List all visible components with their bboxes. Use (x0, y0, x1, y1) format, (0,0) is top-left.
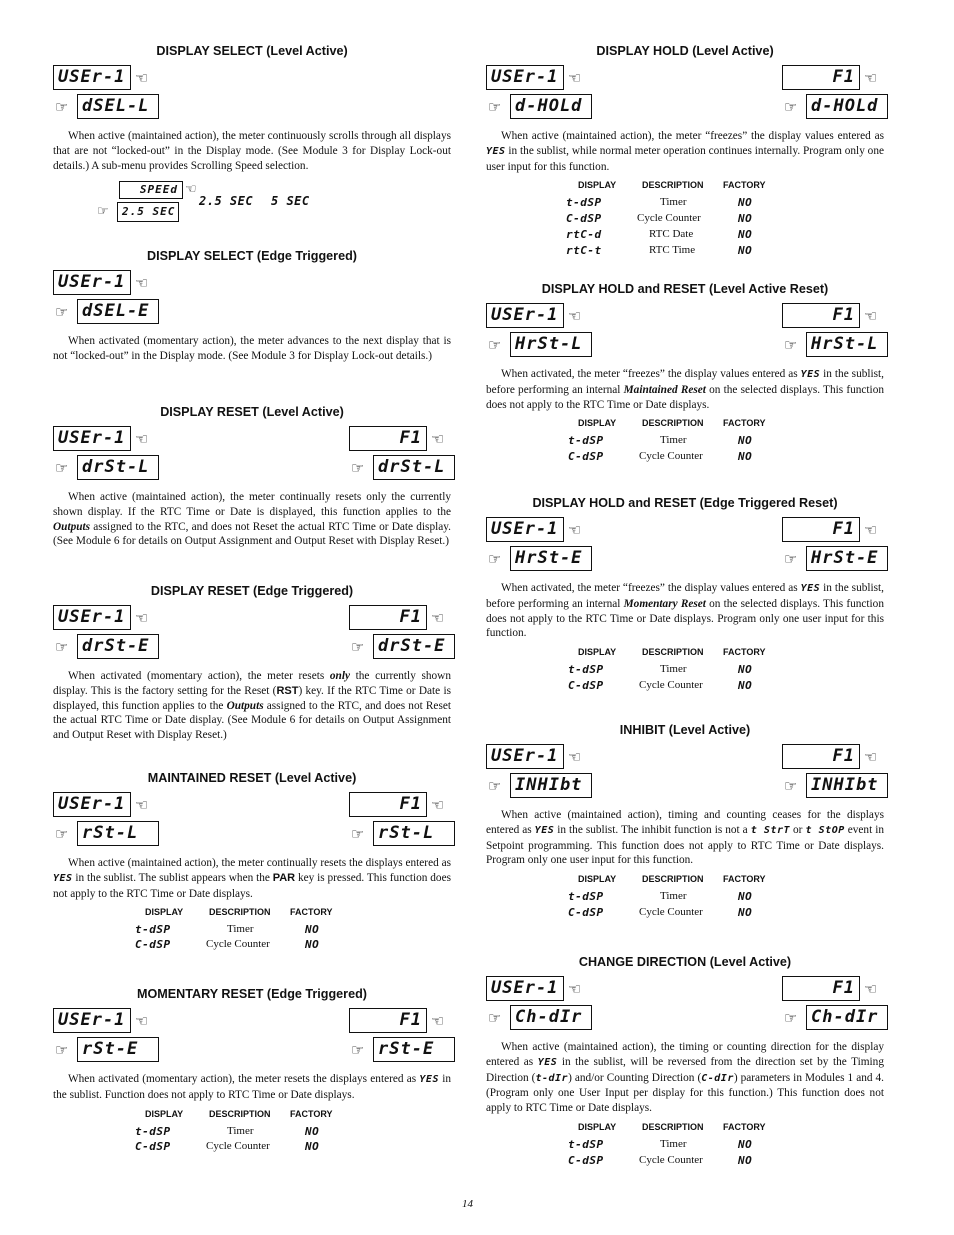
table-cell: Cycle Counter (639, 450, 703, 463)
display-row (486, 517, 884, 575)
function-key-display: F1 (349, 792, 427, 817)
pointer-hand-icon: ☞ (784, 1009, 798, 1027)
pointer-hand-icon: ☞ (97, 204, 109, 220)
user-input-display: USEr-1 (486, 517, 564, 542)
section-display-hold (486, 43, 884, 260)
table-header: DISPLAY (145, 907, 184, 918)
table-cell: Cycle Counter (639, 679, 703, 692)
user-display-group (486, 744, 592, 802)
table-header: DISPLAY (145, 1108, 184, 1119)
table-header: DESCRIPTION (642, 418, 704, 429)
table-header: FACTORY (290, 907, 333, 918)
pointer-hand-icon: ☞ (351, 638, 365, 656)
table-cell: NO (305, 938, 320, 952)
table-cell: C-dSP (568, 1153, 604, 1167)
function-key-display: F1 (349, 605, 427, 630)
display-row (53, 605, 451, 663)
table-header: FACTORY (723, 418, 766, 429)
user-display-group (53, 605, 159, 663)
pointer-hand-icon: ☞ (488, 550, 502, 568)
table-cell: Timer (660, 434, 687, 447)
pointer-hand-icon: ☜ (185, 182, 197, 198)
description-paragraph: When active (maintained action), timing and counting ceases for the displays entered as YES in the sublist. The inhibit function is not a t StrT or t StOP event in Setpoint programming. This function does not apply to RTC Time or Date displays. Program only one user input for this function. (486, 809, 885, 867)
section-title: DISPLAY HOLD and RESET (Level Active Reset) (541, 282, 829, 296)
section-title: DISPLAY RESET (Edge Triggered) (150, 584, 354, 598)
user-input-display: USEr-1 (53, 605, 131, 630)
display-row (486, 744, 884, 802)
table-header: DESCRIPTION (209, 907, 271, 918)
table-cell: NO (738, 228, 753, 242)
pointer-hand-icon: ☜ (568, 748, 582, 766)
sublist-table (486, 1122, 884, 1202)
table-header: DESCRIPTION (642, 1121, 704, 1132)
table-cell: Timer (660, 890, 687, 903)
user-display-group (53, 426, 159, 484)
function-display: rSt-L (373, 821, 455, 846)
user-display-group (53, 792, 159, 850)
function-display: HrSt-E (510, 546, 592, 571)
description-paragraph: When active (maintained action), the meter continually resets the displays entered as YES in the sublist. The sublist appears when the PAR key is pressed. This function does not apply to the RTC Time or Date displays. (53, 857, 451, 900)
user-display-group (53, 1008, 159, 1066)
function-key-display-group (349, 426, 455, 484)
function-key-display-group (349, 605, 455, 663)
function-display: dSEL-E (77, 299, 159, 324)
function-display: INHIbt (806, 773, 888, 798)
function-display: Ch-dIr (510, 1005, 592, 1030)
description-paragraph: When active (maintained action), the meter “freezes” the display values entered as YES in the sublist, while normal meter operation continues internally. Program only one user input for this function. (486, 130, 884, 173)
table-cell: Timer (227, 1124, 254, 1137)
table-cell: C-dSP (568, 450, 604, 464)
section-display-reset-level (53, 404, 451, 549)
sublist-table (486, 647, 884, 727)
function-key-display-group (782, 744, 888, 802)
pointer-hand-icon: ☞ (55, 1041, 69, 1059)
display-row (53, 65, 451, 123)
table-cell: NO (738, 1153, 753, 1167)
user-display-group (53, 65, 159, 123)
display-row (486, 65, 884, 123)
speed-value-display: 2.5 SEC (117, 202, 179, 222)
user-input-display: USEr-1 (53, 65, 131, 90)
table-header: DESCRIPTION (642, 647, 704, 658)
function-display: drSt-E (77, 634, 159, 659)
table-header: DESCRIPTION (642, 180, 704, 191)
function-key-display: F1 (782, 517, 860, 542)
section-title: MOMENTARY RESET (Edge Triggered) (137, 987, 367, 1001)
table-header: DISPLAY (578, 418, 617, 429)
section-display-reset-edge (53, 583, 451, 743)
table-header: FACTORY (290, 1108, 333, 1119)
user-display-group (486, 976, 592, 1034)
function-display: rSt-E (77, 1037, 159, 1062)
section-maintained-reset (53, 770, 451, 987)
pointer-hand-icon: ☞ (488, 777, 502, 795)
section-title: DISPLAY SELECT (Level Active) (156, 44, 348, 58)
table-header: FACTORY (723, 647, 766, 658)
function-display: d-HOLd (510, 94, 592, 119)
pointer-hand-icon: ☞ (784, 98, 798, 116)
table-cell: t-dSP (568, 1137, 604, 1151)
section-title: DISPLAY SELECT (Edge Triggered) (147, 249, 357, 263)
function-display: HrSt-L (510, 332, 592, 357)
function-key-display: F1 (782, 65, 860, 90)
display-row (486, 303, 884, 361)
table-cell: NO (738, 890, 753, 904)
user-display-group (53, 270, 159, 328)
table-header: DESCRIPTION (642, 874, 704, 885)
table-cell: Cycle Counter (206, 938, 270, 951)
table-cell: t-dSP (568, 663, 604, 677)
table-header: FACTORY (723, 180, 766, 191)
pointer-hand-icon: ☜ (864, 748, 878, 766)
function-key-display: F1 (782, 303, 860, 328)
function-key-display-group (782, 303, 888, 361)
pointer-hand-icon: ☞ (784, 550, 798, 568)
table-cell: NO (738, 450, 753, 464)
pointer-hand-icon: ☞ (784, 777, 798, 795)
function-key-display: F1 (782, 976, 860, 1001)
section-display-select-level (53, 43, 451, 225)
table-header: DISPLAY (578, 1121, 617, 1132)
user-display-group (486, 65, 592, 123)
pointer-hand-icon: ☜ (864, 980, 878, 998)
table-cell: Timer (660, 196, 687, 209)
display-row (486, 976, 884, 1034)
table-cell: NO (305, 923, 320, 937)
table-cell: Timer (227, 923, 254, 936)
pointer-hand-icon: ☜ (568, 521, 582, 539)
pointer-hand-icon: ☞ (55, 459, 69, 477)
table-cell: t-dSP (568, 434, 604, 448)
pointer-hand-icon: ☞ (55, 638, 69, 656)
section-title: DISPLAY RESET (Level Active) (160, 405, 344, 419)
speed-submenu (53, 181, 451, 225)
pointer-hand-icon: ☜ (568, 69, 582, 87)
description-paragraph: When activated (momentary action), the meter resets the displays entered as YES in the sublist. Function does not apply to RTC Time or Date displays. (53, 1073, 451, 1101)
function-display: dSEL-L (77, 94, 159, 119)
section-title: MAINTAINED RESET (Level Active) (147, 771, 357, 785)
table-cell: NO (738, 679, 753, 693)
speed-option: 5 SEC (271, 194, 310, 209)
function-key-display-group (782, 976, 888, 1034)
function-key-display: F1 (349, 1008, 427, 1033)
pointer-hand-icon: ☜ (864, 307, 878, 325)
section-title: INHIBIT (Level Active) (619, 723, 751, 737)
sublist-table (53, 907, 451, 987)
function-key-display-group (349, 792, 455, 850)
function-display: rSt-L (77, 821, 159, 846)
table-cell: NO (738, 196, 753, 210)
section-title: CHANGE DIRECTION (Level Active) (578, 955, 792, 969)
section-title: DISPLAY HOLD (Level Active) (596, 44, 774, 58)
description-paragraph: When activated, the meter “freezes” the display values entered as YES in the sublist, before performing an internal Maintained Reset on the selected displays. This function does not apply to the RTC Time or Date displays. (486, 368, 885, 411)
section-inhibit (486, 722, 884, 954)
function-display: drSt-L (373, 455, 455, 480)
function-display: rSt-E (373, 1037, 455, 1062)
user-input-display: USEr-1 (53, 792, 131, 817)
table-cell: C-dSP (135, 938, 171, 952)
table-cell: NO (305, 1139, 320, 1153)
table-cell: NO (738, 906, 753, 920)
sublist-table (53, 1109, 451, 1189)
user-input-display: USEr-1 (53, 426, 131, 451)
pointer-hand-icon: ☜ (135, 1012, 149, 1030)
function-key-display-group (782, 65, 888, 123)
table-cell: Cycle Counter (206, 1139, 270, 1152)
table-cell: t-dSP (135, 923, 171, 937)
function-display: drSt-E (373, 634, 455, 659)
function-display: d-HOLd (806, 94, 888, 119)
section-title: DISPLAY HOLD and RESET (Edge Triggered Reset) (532, 496, 838, 510)
section-hold-reset-level (486, 281, 884, 498)
user-input-display: USEr-1 (486, 744, 564, 769)
function-key-display-group (349, 1008, 455, 1066)
description-paragraph: When activated, the meter “freezes” the display values entered as YES in the sublist, before performing an internal Momentary Reset on the selected displays. This function does not apply to the RTC Time or Date displays. Program only one user input for this function. (486, 582, 885, 640)
pointer-hand-icon: ☞ (351, 825, 365, 843)
description-paragraph: When active (maintained action), the meter continually resets only the currently shown display. If the RTC Time or Date is displayed, this function applies to the Outputs assigned to the RTC, and does not Reset the actual RTC Time or Date display. (See Module 6 for details on Output Assignment and Output Reset with Display Reset.) (53, 491, 451, 548)
user-display-group (486, 303, 592, 361)
display-row (53, 426, 451, 484)
sublist-table (486, 418, 884, 498)
pointer-hand-icon: ☜ (864, 69, 878, 87)
table-cell: C-dSP (135, 1139, 171, 1153)
pointer-hand-icon: ☜ (864, 521, 878, 539)
pointer-hand-icon: ☜ (431, 1012, 445, 1030)
table-cell: NO (738, 244, 753, 258)
function-display: HrSt-E (806, 546, 888, 571)
pointer-hand-icon: ☜ (431, 796, 445, 814)
table-header: FACTORY (723, 874, 766, 885)
user-display-group (486, 517, 592, 575)
user-input-display: USEr-1 (53, 1008, 131, 1033)
pointer-hand-icon: ☞ (351, 459, 365, 477)
table-cell: NO (738, 434, 753, 448)
pointer-hand-icon: ☜ (568, 980, 582, 998)
table-cell: Timer (660, 1137, 687, 1150)
table-cell: rtC-d (566, 228, 602, 242)
pointer-hand-icon: ☜ (568, 307, 582, 325)
table-cell: RTC Time (649, 244, 696, 257)
display-row (53, 270, 451, 328)
pointer-hand-icon: ☜ (135, 609, 149, 627)
section-hold-reset-edge (486, 495, 884, 727)
table-header: DESCRIPTION (209, 1108, 271, 1119)
table-cell: t-dSP (568, 890, 604, 904)
pointer-hand-icon: ☜ (135, 430, 149, 448)
table-header: DISPLAY (578, 647, 617, 658)
description-paragraph: When activated (momentary action), the meter resets only the currently shown display. This is the factory setting for the Reset (RST) key. If the RTC Time or Date is displayed, this function applies to the Outputs assigned to the RTC, and does not Reset the actual RTC Time or Date display. (See Module 6 for details on Output Assignment and Output Reset with Display Reset.) (53, 670, 451, 742)
table-cell: C-dSP (566, 212, 602, 226)
table-cell: NO (305, 1124, 320, 1138)
page-number: 14 (462, 1198, 473, 1210)
pointer-hand-icon: ☜ (135, 274, 149, 292)
user-input-display: USEr-1 (53, 270, 131, 295)
pointer-hand-icon: ☞ (784, 336, 798, 354)
function-key-display: F1 (782, 744, 860, 769)
pointer-hand-icon: ☞ (488, 98, 502, 116)
pointer-hand-icon: ☜ (135, 796, 149, 814)
table-cell: rtC-t (566, 244, 602, 258)
table-cell: C-dSP (568, 679, 604, 693)
pointer-hand-icon: ☞ (55, 98, 69, 116)
pointer-hand-icon: ☞ (351, 1041, 365, 1059)
sublist-table (486, 874, 884, 954)
pointer-hand-icon: ☜ (431, 430, 445, 448)
function-display: HrSt-L (806, 332, 888, 357)
table-header: DISPLAY (578, 874, 617, 885)
function-display: Ch-dIr (806, 1005, 888, 1030)
function-display: INHIbt (510, 773, 592, 798)
function-display: drSt-L (77, 455, 159, 480)
speed-label-display: SPEEd (119, 181, 183, 199)
section-change-direction (486, 954, 884, 1202)
table-cell: Cycle Counter (639, 1153, 703, 1166)
pointer-hand-icon: ☜ (431, 609, 445, 627)
table-cell: t-dSP (566, 196, 602, 210)
function-key-display-group (782, 517, 888, 575)
description-paragraph: When active (maintained action), the meter continuously scrolls through all displays that are not “locked-out” in the Display mode. (See Module 3 for Display Lock-out details.) A sub-menu provides Scrolling Speed selection. (53, 130, 451, 172)
section-display-select-edge (53, 248, 451, 364)
pointer-hand-icon: ☞ (55, 825, 69, 843)
description-paragraph: When activated (momentary action), the meter advances to the next display that is not “locked-out” in the Display mode. (See Module 3 for Display Lock-out details.) (53, 335, 451, 362)
table-cell: NO (738, 212, 753, 226)
table-header: FACTORY (723, 1121, 766, 1132)
table-cell: NO (738, 1137, 753, 1151)
pointer-hand-icon: ☜ (135, 69, 149, 87)
function-key-display: F1 (349, 426, 427, 451)
display-row (53, 792, 451, 850)
speed-option: 2.5 SEC (199, 194, 254, 209)
table-cell: Cycle Counter (637, 212, 701, 225)
table-cell: RTC Date (649, 228, 694, 241)
table-cell: NO (738, 663, 753, 677)
sublist-table (486, 180, 884, 260)
table-header: DISPLAY (578, 180, 617, 191)
table-cell: C-dSP (568, 906, 604, 920)
table-cell: Timer (660, 663, 687, 676)
pointer-hand-icon: ☞ (55, 303, 69, 321)
pointer-hand-icon: ☞ (488, 1009, 502, 1027)
table-cell: Cycle Counter (639, 906, 703, 919)
user-input-display: USEr-1 (486, 65, 564, 90)
description-paragraph: When active (maintained action), the timing or counting direction for the display entered as YES in the sublist, will be reversed from the direction set by the Timing Direction (t-dIr) and/or Counting Direction (C-dIr) parameters in Modules 1 and 4. (Program only one User Input per display for this function.) This function does not apply to RTC Time or Date displays. (486, 1041, 885, 1115)
user-input-display: USEr-1 (486, 303, 564, 328)
user-input-display: USEr-1 (486, 976, 564, 1001)
table-cell: t-dSP (135, 1124, 171, 1138)
section-momentary-reset (53, 986, 451, 1189)
pointer-hand-icon: ☞ (488, 336, 502, 354)
display-row (53, 1008, 451, 1066)
